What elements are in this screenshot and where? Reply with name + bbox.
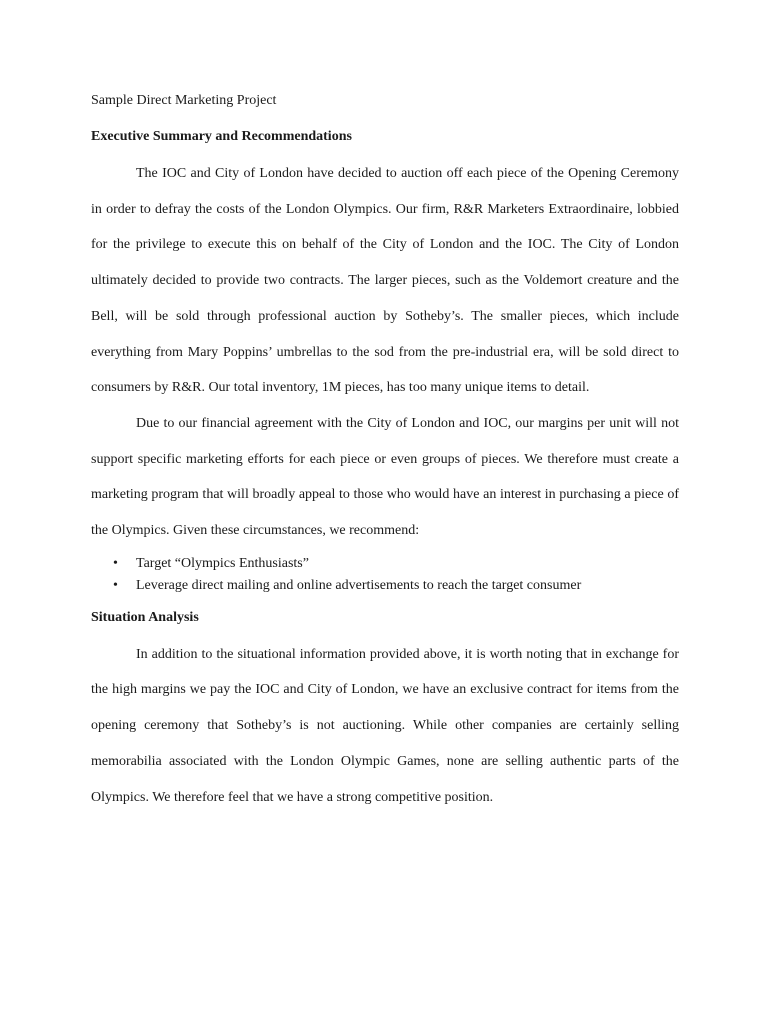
recommendations-list	[91, 553, 679, 597]
document-page	[91, 88, 679, 815]
bullet-icon: •	[113, 577, 118, 593]
section-heading-executive-summary: Executive Summary and Recommendations	[91, 129, 352, 144]
bullet-icon: •	[113, 555, 118, 571]
list-item	[91, 575, 679, 597]
section-heading-situation-analysis: Situation Analysis	[91, 609, 199, 625]
recommendation-target-text: Target “Olympics Enthusiasts”	[136, 555, 309, 571]
paragraph-auction-overview: The IOC and City of London have decided to auction off each piece of the Opening Ceremony in order to defray the costs of the London Olympics. Our firm, R&R Marketers Extraordinaire, lobbied for the privilege to execute this on behalf of the City of London and the IOC. The City of London ultimately decided to provide two contracts. The larger pieces, such as the Voldemort creature and the Bell, will be sold through professional auction by Sotheby’s. The smaller pieces, which include everything from Mary Poppins’ umbrellas to the sod from the pre-industrial era, will be sold direct to consumers by R&R. Our total inventory, 1M pieces, has too many unique items to detail.	[91, 166, 679, 396]
list-item	[91, 553, 679, 575]
paragraph-situation-analysis: In addition to the situational information provided above, it is worth noting that in exchange for the high margins we pay the IOC and City of London, we have an exclusive contract for items from the opening ceremony that Sotheby’s is not auctioning. While other companies are certainly selling memorabilia associated with the London Olympic Games, none are selling authentic parts of the Olympics. We therefore feel that we have a strong competitive position.	[91, 646, 679, 805]
document-title: Sample Direct Marketing Project	[91, 93, 277, 108]
recommendation-leverage-text: Leverage direct mailing and online advertisements to reach the target consumer	[136, 577, 582, 593]
paragraph-financial-agreement: Due to our financial agreement with the City of London and IOC, our margins per unit will not support specific marketing efforts for each piece or even groups of pieces. We therefore must create a marketing program that will broadly appeal to those who would have an interest in purchasing a piece of the Olympics. Given these circumstances, we recommend:	[91, 415, 679, 539]
